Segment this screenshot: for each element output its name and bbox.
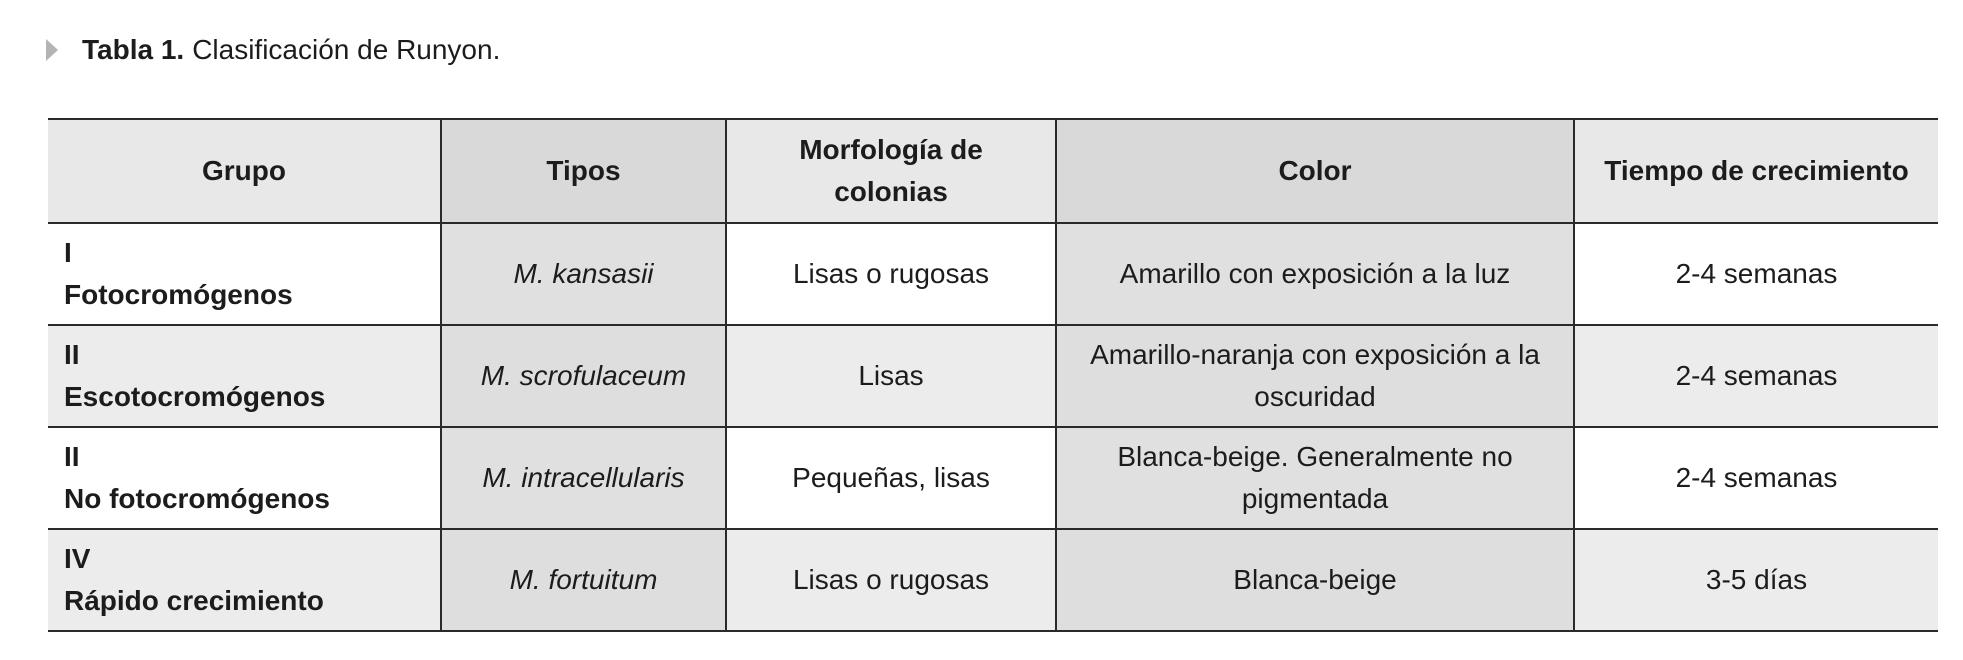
cell-tiempo: 3-5 días: [1574, 529, 1938, 631]
grupo-name: Escotocromógenos: [64, 381, 326, 412]
table-header-row: [48, 119, 1938, 223]
table-row: [48, 427, 1938, 529]
cell-grupo: [48, 223, 441, 325]
cell-color: Amarillo-naranja con exposición a la oscuridad: [1056, 325, 1574, 427]
cell-tipo: M. intracellularis: [441, 427, 726, 529]
cell-grupo: [48, 325, 441, 427]
cell-grupo: [48, 529, 441, 631]
table-row: [48, 325, 1938, 427]
header-color: Color: [1056, 119, 1574, 223]
runyon-classification-table: [48, 118, 1938, 632]
cell-tipo: M. scrofulaceum: [441, 325, 726, 427]
header-tipos: Tipos: [441, 119, 726, 223]
cell-color: Amarillo con exposición a la luz: [1056, 223, 1574, 325]
header-grupo: Grupo: [48, 119, 441, 223]
caption-bullet-icon: [46, 39, 58, 61]
table-row: [48, 529, 1938, 631]
cell-color: Blanca-beige: [1056, 529, 1574, 631]
cell-tiempo: 2-4 semanas: [1574, 325, 1938, 427]
grupo-name: Fotocromógenos: [64, 279, 293, 310]
cell-tiempo: 2-4 semanas: [1574, 427, 1938, 529]
table-row: [48, 223, 1938, 325]
grupo-number: II: [64, 339, 80, 370]
header-morfologia: Morfología de colonias: [726, 119, 1056, 223]
grupo-number: I: [64, 237, 72, 268]
cell-grupo: [48, 427, 441, 529]
cell-tipo: M. fortuitum: [441, 529, 726, 631]
cell-morfologia: Pequeñas, lisas: [726, 427, 1056, 529]
cell-tiempo: 2-4 semanas: [1574, 223, 1938, 325]
cell-tipo: M. kansasii: [441, 223, 726, 325]
caption-text: Clasificación de Runyon.: [192, 34, 501, 65]
cell-morfologia: Lisas o rugosas: [726, 223, 1056, 325]
cell-morfologia: Lisas: [726, 325, 1056, 427]
cell-color: Blanca-beige. Generalmente no pigmentada: [1056, 427, 1574, 529]
header-tiempo: Tiempo de crecimiento: [1574, 119, 1938, 223]
grupo-number: II: [64, 441, 80, 472]
table-caption: [46, 30, 500, 70]
grupo-name: No fotocromógenos: [64, 483, 330, 514]
grupo-number: IV: [64, 543, 91, 574]
cell-morfologia: Lisas o rugosas: [726, 529, 1056, 631]
grupo-name: Rápido crecimiento: [64, 585, 324, 616]
caption-label: Tabla 1.: [82, 34, 185, 65]
